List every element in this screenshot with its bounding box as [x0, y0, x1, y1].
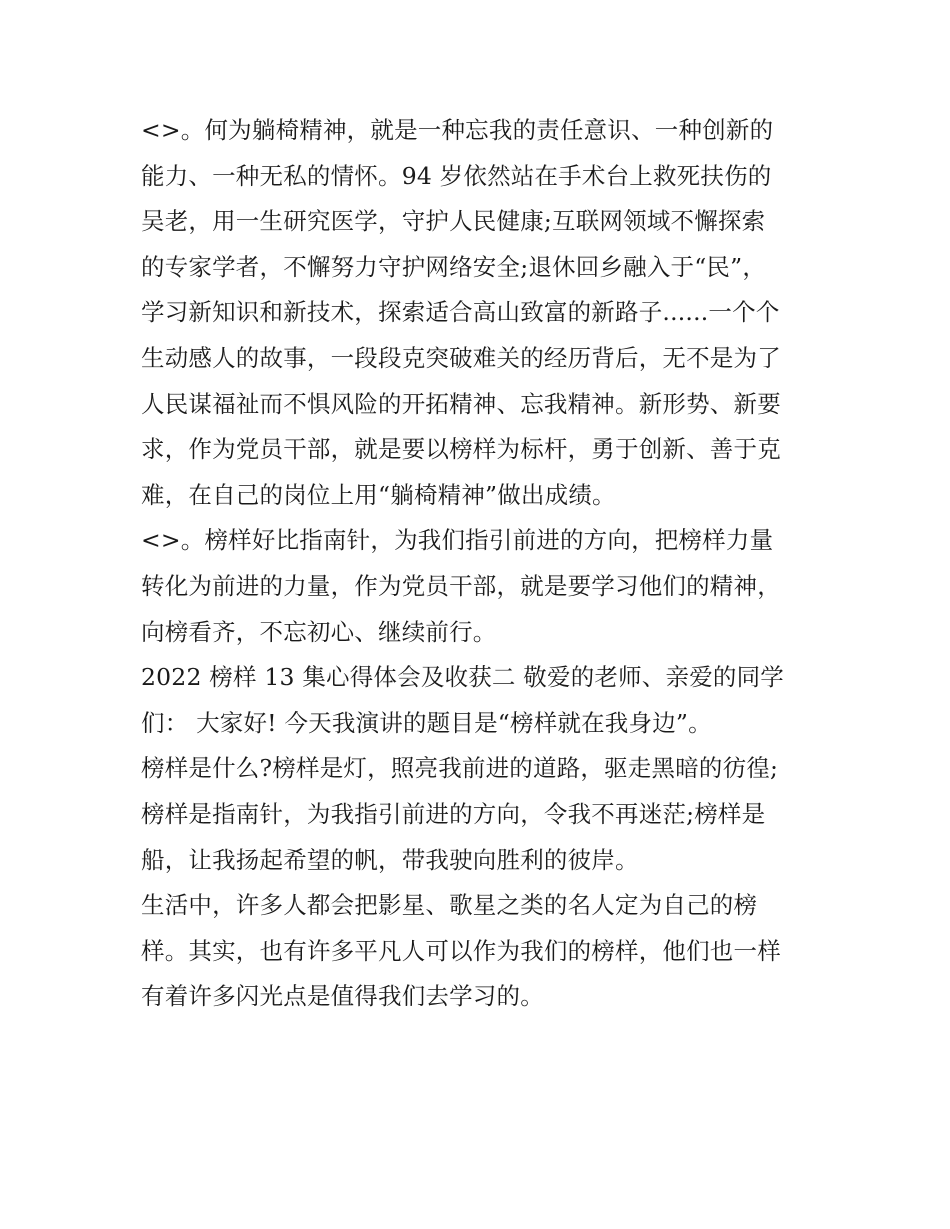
text-line: 有着许多闪光点是值得我们去学习的。 — [141, 982, 544, 1011]
text-line: 求，作为党员干部，就是要以榜样为标杆，勇于创新、善于克 — [141, 435, 781, 464]
text-line: 人民谋福祉而不惧风险的开拓精神、忘我精神。新形势、新要 — [141, 389, 781, 418]
text-line: <>。榜样好比指南针，为我们指引前进的方向，把榜样力量 — [141, 526, 774, 555]
document-body — [141, 108, 821, 1020]
text-line: 的专家学者，不懈努力守护网络安全;退休回乡融入于“民”， — [141, 252, 767, 281]
text-line: 向榜看齐，不忘初心、继续前行。 — [141, 617, 497, 646]
text-line: 榜样是指南针，为我指引前进的方向，令我不再迷茫;榜样是 — [141, 799, 766, 828]
text-line: 转化为前进的力量，作为党员干部，就是要学习他们的精神， — [141, 571, 781, 600]
text-line: 难，在自己的岗位上用“躺椅精神”做出成绩。 — [141, 480, 616, 509]
text-line: 学习新知识和新技术，探索适合高山致富的新路子......一个个 — [141, 298, 780, 327]
text-line: 能力、一种无私的情怀。94 岁依然站在手术台上救死扶伤的 — [141, 161, 772, 190]
text-line: 吴老，用一生研究医学，守护人民健康;互联网领域不懈探索 — [141, 207, 766, 236]
text-line: 样。其实，也有许多平凡人可以作为我们的榜样，他们也一样 — [141, 936, 781, 965]
text-line: 生活中，许多人都会把影星、歌星之类的名人定为自己的榜 — [141, 891, 758, 920]
text-line: 们： 大家好! 今天我演讲的题目是“榜样就在我身边”。 — [141, 708, 712, 737]
text-line: 生动感人的故事，一段段克突破难关的经历背后，无不是为了 — [141, 343, 781, 372]
text-line: 船，让我扬起希望的帆，带我驶向胜利的彼岸。 — [141, 845, 639, 874]
text-line: <>。何为躺椅精神，就是一种忘我的责任意识、一种创新的 — [141, 116, 774, 144]
text-line: 榜样是什么?榜样是灯，照亮我前进的道路，驱走黑暗的彷徨; — [141, 754, 779, 783]
heading-line: 2022 榜样 13 集心得体会及收获二 敬爱的老师、亲爱的同学 — [141, 663, 784, 692]
